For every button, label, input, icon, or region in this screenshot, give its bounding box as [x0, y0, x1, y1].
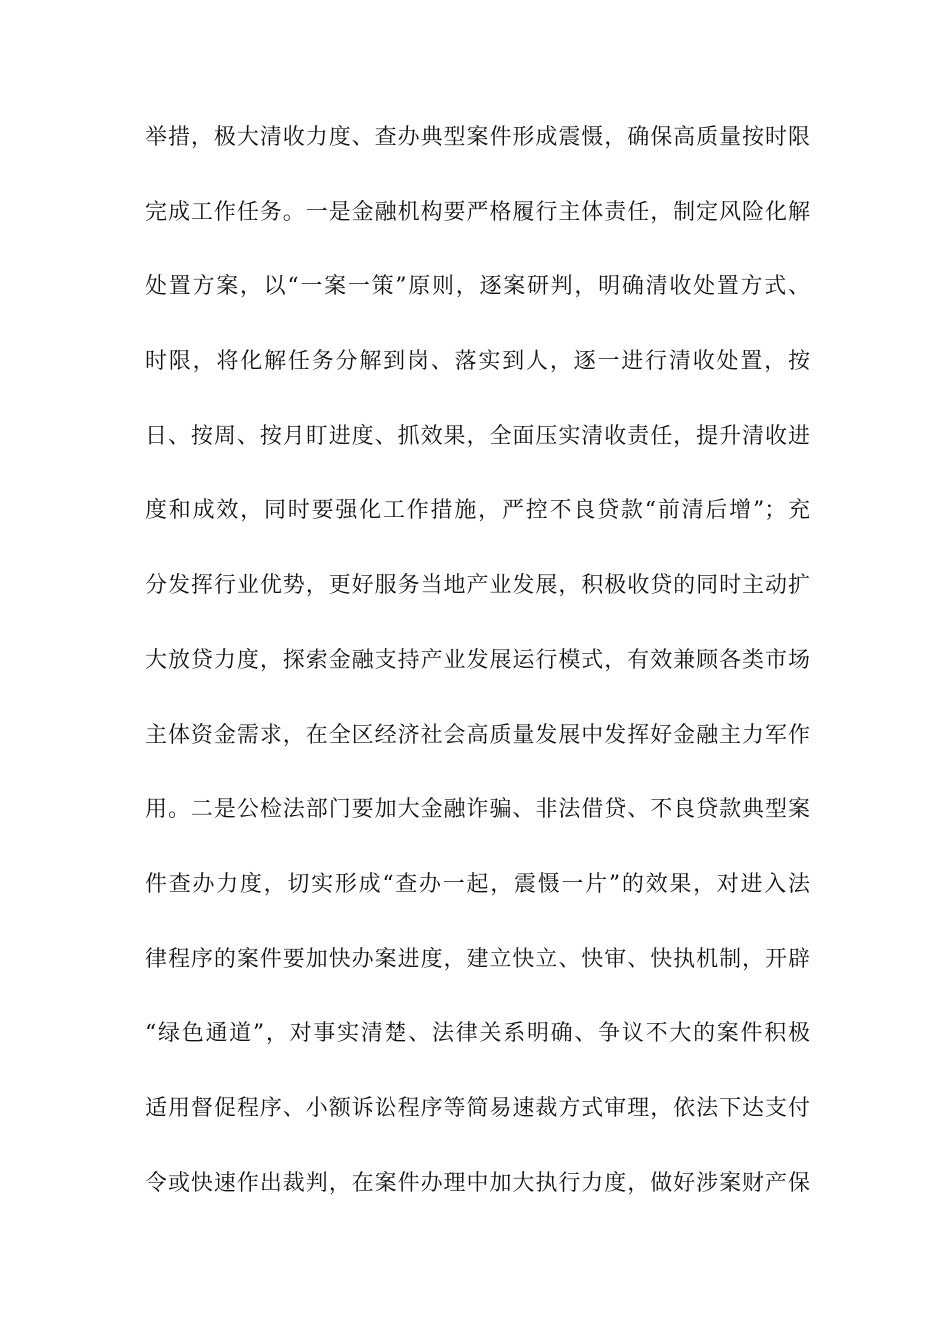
text-line: 日、按周、按月盯进度、抓效果，全面压实清收责任，提升清收进	[145, 423, 810, 449]
body-text	[145, 118, 810, 1238]
text-line: 分发挥行业优势，更好服务当地产业发展，积极收贷的同时主动扩	[145, 573, 810, 599]
text-line: “绿色通道”，对事实清楚、法律关系明确、争议不大的案件积极	[145, 1021, 810, 1047]
text-line: 主体资金需求，在全区经济社会高质量发展中发挥好金融主力军作	[145, 722, 810, 748]
text-line: 度和成效，同时要强化工作措施，严控不良贷款“前清后增”；充	[145, 498, 810, 524]
text-line: 完成工作任务。一是金融机构要严格履行主体责任，制定风险化解	[145, 199, 810, 225]
text-line: 大放贷力度，探索金融支持产业发展运行模式，有效兼顾各类市场	[145, 647, 810, 673]
text-line: 处置方案，以“一案一策”原则，逐案研判，明确清收处置方式、	[145, 274, 810, 300]
text-line: 举措，极大清收力度、查办典型案件形成震慑，确保高质量按时限	[145, 125, 810, 150]
text-line: 用。二是公检法部门要加大金融诈骗、非法借贷、不良贷款典型案	[145, 797, 810, 823]
text-line: 时限，将化解任务分解到岗、落实到人，逐一进行清收处置，按	[145, 349, 810, 375]
text-line: 令或快速作出裁判，在案件办理中加大执行力度，做好涉案财产保	[145, 1170, 810, 1196]
text-line: 律程序的案件要加快办案进度，建立快立、快审、快执机制，开辟	[145, 946, 810, 972]
text-line: 适用督促程序、小额诉讼程序等简易速裁方式审理，依法下达支付	[145, 1095, 810, 1121]
text-line: 件查办力度，切实形成“查办一起，震慑一片”的效果，对进入法	[145, 871, 810, 897]
